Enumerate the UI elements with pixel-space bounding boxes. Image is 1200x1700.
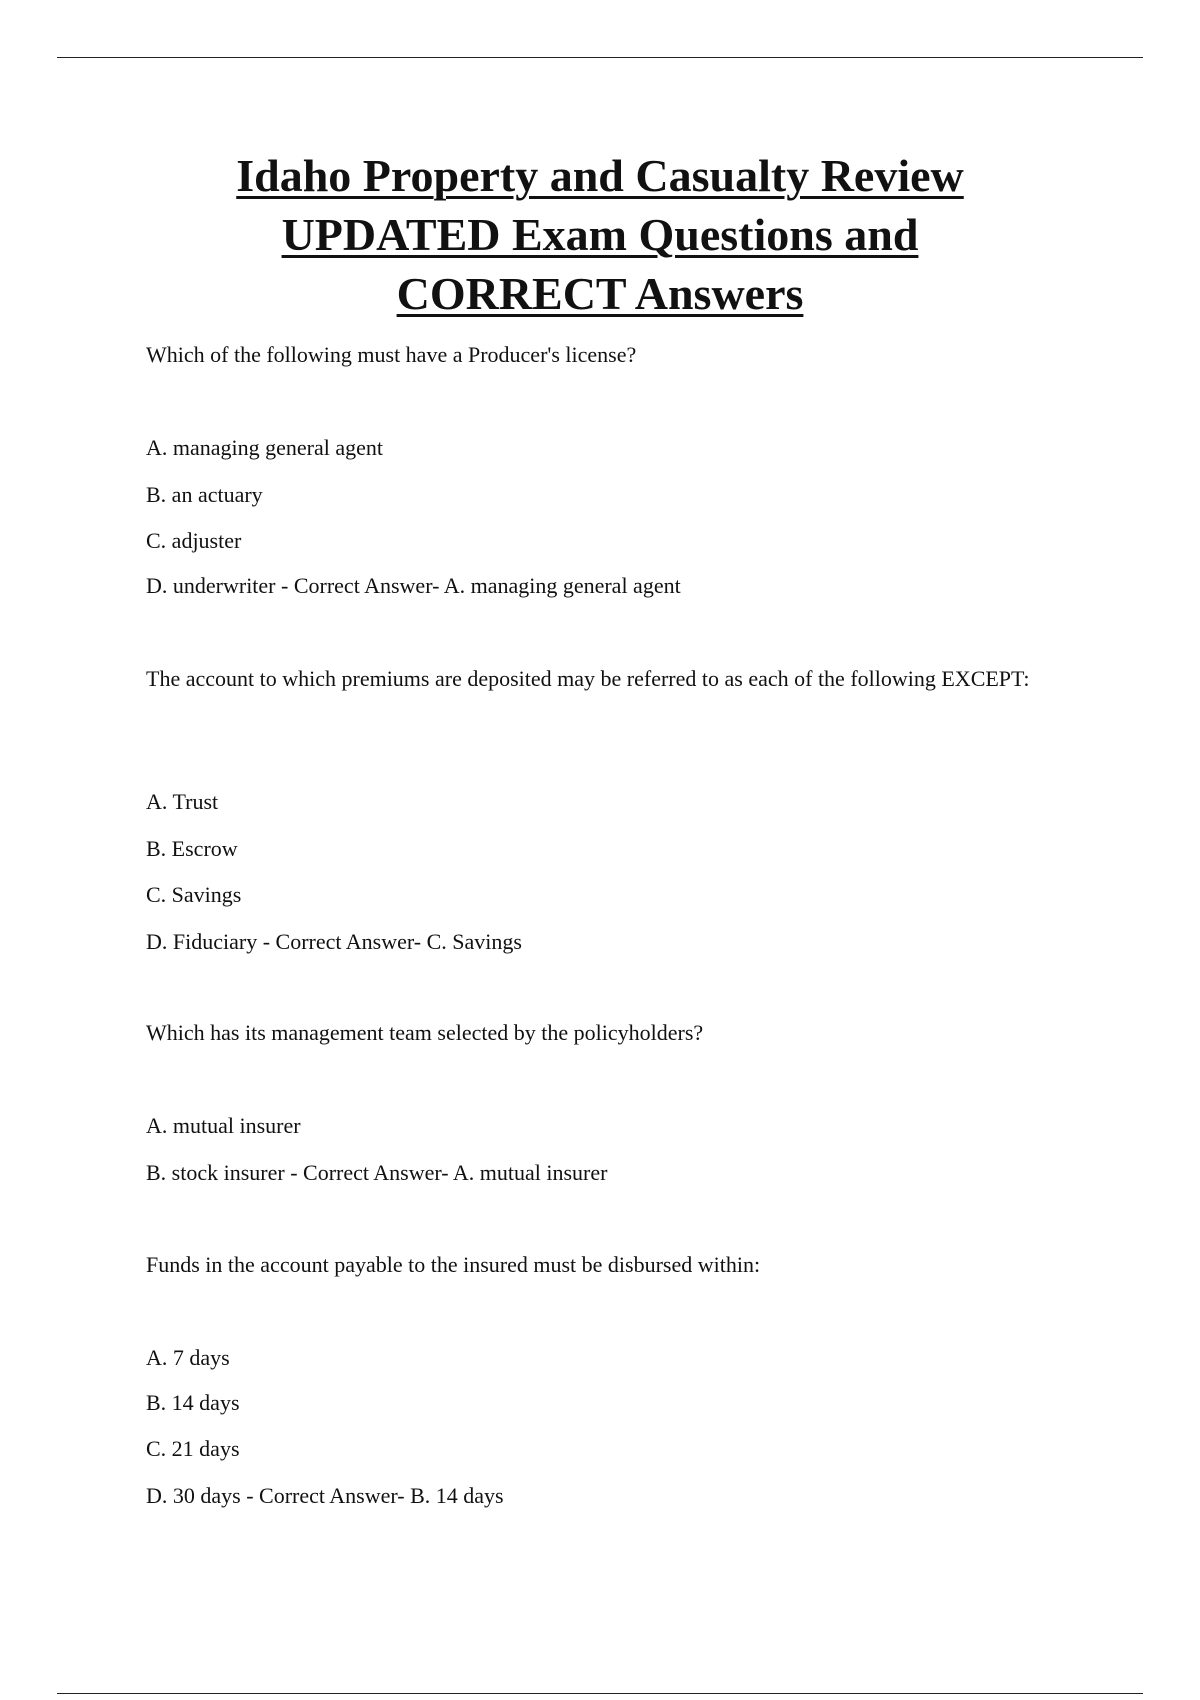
- document-title: [100, 146, 1100, 323]
- question-4-text: Funds in the account payable to the insured must be disbursed within:: [146, 1252, 761, 1277]
- question-4-option-a: A. 7 days: [146, 1345, 230, 1370]
- question-2-option-a: A. Trust: [146, 789, 219, 814]
- question-2-option-d: D. Fiduciary - Correct Answer- C. Savings: [146, 929, 522, 954]
- title-line-3: CORRECT Answers: [396, 268, 804, 319]
- question-1-option-a: A. managing general agent: [146, 435, 384, 460]
- top-rule: [57, 57, 1143, 58]
- question-2-option-c: C. Savings: [146, 882, 242, 907]
- bottom-rule: [57, 1693, 1143, 1694]
- question-4-option-b: B. 14 days: [146, 1390, 240, 1415]
- question-1-option-b: B. an actuary: [146, 482, 263, 507]
- title-line-1: Idaho Property and Casualty Review: [236, 150, 964, 201]
- question-3-option-b: B. stock insurer - Correct Answer- A. mutual insurer: [146, 1160, 608, 1185]
- question-4-option-c: C. 21 days: [146, 1436, 240, 1461]
- question-1-option-d: D. underwriter - Correct Answer- A. managing general agent: [146, 573, 681, 598]
- question-2-option-b: B. Escrow: [146, 836, 238, 861]
- question-1-option-c: C. adjuster: [146, 528, 242, 553]
- title-line-2: UPDATED Exam Questions and: [281, 209, 919, 260]
- question-4-option-d: D. 30 days - Correct Answer- B. 14 days: [146, 1483, 504, 1508]
- question-3-option-a: A. mutual insurer: [146, 1113, 301, 1138]
- question-1-text: Which of the following must have a Producer's license?: [146, 342, 637, 367]
- question-2-text: The account to which premiums are deposited may be referred to as each of the following EXCEPT:: [146, 666, 1030, 691]
- question-3-text: Which has its management team selected by the policyholders?: [146, 1020, 704, 1045]
